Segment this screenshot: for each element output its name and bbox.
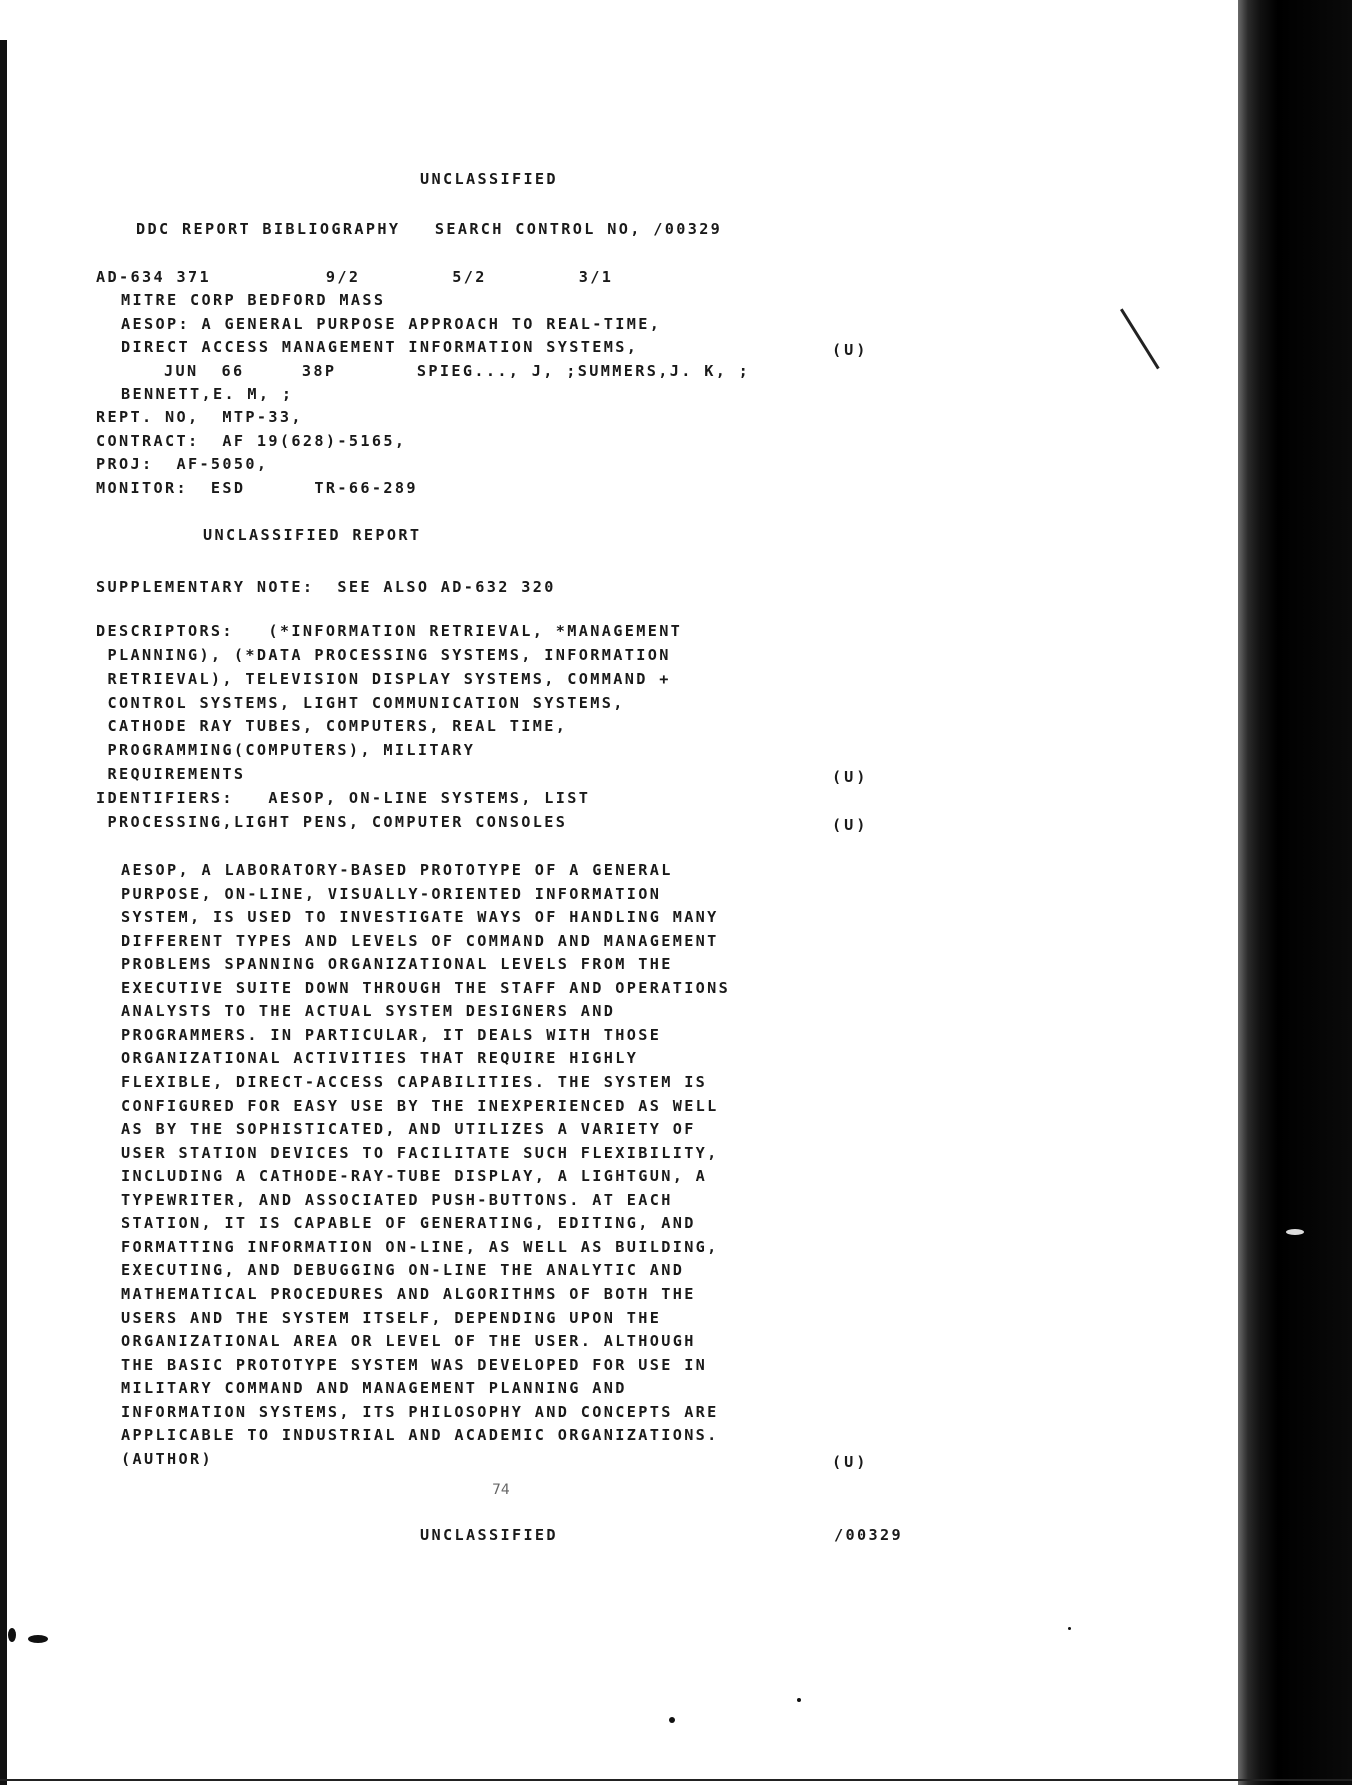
- identifiers-marking: (U): [832, 816, 869, 834]
- abstract-line: CONFIGURED FOR EASY USE BY THE INEXPERIENCED AS WELL: [121, 1097, 719, 1115]
- abstract-line: ANALYSTS TO THE ACTUAL SYSTEM DESIGNERS AND: [121, 1002, 616, 1020]
- descriptor-line: DESCRIPTORS: (*INFORMATION RETRIEVAL, *MANAGEMENT: [96, 622, 683, 640]
- abstract-line: STATION, IT IS CAPABLE OF GENERATING, EDITING, AND: [121, 1214, 696, 1232]
- monitor: MONITOR: ESD TR-66-289: [96, 479, 418, 497]
- report-classification: UNCLASSIFIED REPORT: [203, 526, 422, 544]
- abstract-line: AS BY THE SOPHISTICATED, AND UTILIZES A VARIETY OF: [121, 1120, 696, 1138]
- contract: CONTRACT: AF 19(628)-5165,: [96, 432, 407, 450]
- report-title-line-2: DIRECT ACCESS MANAGEMENT INFORMATION SYSTEMS,: [121, 338, 639, 356]
- classification-footer: UNCLASSIFIED: [420, 1526, 558, 1544]
- corporate-author: MITRE CORP BEDFORD MASS: [121, 291, 386, 309]
- identifier-line: PROCESSING,LIGHT PENS, COMPUTER CONSOLES: [96, 813, 568, 831]
- scan-edge-right: [1238, 0, 1352, 1785]
- descriptors-marking: (U): [832, 768, 869, 786]
- abstract-marking: (U): [832, 1453, 869, 1471]
- abstract-line: MILITARY COMMAND AND MANAGEMENT PLANNING AND: [121, 1379, 627, 1397]
- descriptor-line: PROGRAMMING(COMPUTERS), MILITARY: [96, 741, 476, 759]
- descriptor-line: REQUIREMENTS: [96, 765, 246, 783]
- scan-speck: [1068, 1627, 1071, 1630]
- abstract-line: (AUTHOR): [121, 1450, 213, 1468]
- abstract-line: MATHEMATICAL PROCEDURES AND ALGORITHMS OF BOTH THE: [121, 1285, 696, 1303]
- date-authors-line: JUN 66 38P SPIEG..., J, ;SUMMERS,J. K, ;: [164, 362, 751, 380]
- abstract-line: THE BASIC PROTOTYPE SYSTEM WAS DEVELOPED FOR USE IN: [121, 1356, 708, 1374]
- report-title-line-1: AESOP: A GENERAL PURPOSE APPROACH TO REAL-TIME,: [121, 315, 662, 333]
- descriptor-line: RETRIEVAL), TELEVISION DISPLAY SYSTEMS, COMMAND +: [96, 670, 671, 688]
- abstract-line: USER STATION DEVICES TO FACILITATE SUCH FLEXIBILITY,: [121, 1144, 719, 1162]
- scan-speck: [669, 1717, 675, 1723]
- abstract-line: ORGANIZATIONAL ACTIVITIES THAT REQUIRE HIGHLY: [121, 1049, 639, 1067]
- abstract-line: FLEXIBLE, DIRECT-ACCESS CAPABILITIES. THE SYSTEM IS: [121, 1073, 708, 1091]
- bibliography-title: DDC REPORT BIBLIOGRAPHY SEARCH CONTROL NO, /00329: [136, 220, 723, 238]
- descriptor-line: CONTROL SYSTEMS, LIGHT COMMUNICATION SYSTEMS,: [96, 694, 625, 712]
- search-control-footer: /00329: [834, 1526, 903, 1544]
- abstract-line: APPLICABLE TO INDUSTRIAL AND ACADEMIC ORGANIZATIONS.: [121, 1426, 719, 1444]
- abstract-line: INCLUDING A CATHODE-RAY-TUBE DISPLAY, A LIGHTGUN, A: [121, 1167, 708, 1185]
- page-number: 74: [492, 1482, 510, 1498]
- abstract-line: ORGANIZATIONAL AREA OR LEVEL OF THE USER. ALTHOUGH: [121, 1332, 696, 1350]
- identifier-line: IDENTIFIERS: AESOP, ON-LINE SYSTEMS, LIST: [96, 789, 591, 807]
- abstract-line: AESOP, A LABORATORY-BASED PROTOTYPE OF A GENERAL: [121, 861, 673, 879]
- abstract-line: INFORMATION SYSTEMS, ITS PHILOSOPHY AND CONCEPTS ARE: [121, 1403, 719, 1421]
- abstract-line: TYPEWRITER, AND ASSOCIATED PUSH-BUTTONS. AT EACH: [121, 1191, 673, 1209]
- project: PROJ: AF-5050,: [96, 455, 269, 473]
- authors-continued: BENNETT,E. M, ;: [121, 385, 294, 403]
- abstract-line: FORMATTING INFORMATION ON-LINE, AS WELL AS BUILDING,: [121, 1238, 719, 1256]
- ad-number-line: AD-634 371 9/2 5/2 3/1: [96, 268, 614, 286]
- scan-speck: [8, 1628, 16, 1642]
- scan-speck: [28, 1635, 48, 1643]
- scan-speck: [797, 1698, 801, 1702]
- scan-edge-bottom: [0, 1779, 1352, 1781]
- title-marking: (U): [832, 341, 869, 359]
- abstract-line: USERS AND THE SYSTEM ITSELF, DEPENDING UPON THE: [121, 1309, 662, 1327]
- abstract-line: EXECUTING, AND DEBUGGING ON-LINE THE ANALYTIC AND: [121, 1261, 685, 1279]
- descriptor-line: PLANNING), (*DATA PROCESSING SYSTEMS, INFORMATION: [96, 646, 671, 664]
- abstract-line: DIFFERENT TYPES AND LEVELS OF COMMAND AND MANAGEMENT: [121, 932, 719, 950]
- supplementary-note: SUPPLEMENTARY NOTE: SEE ALSO AD-632 320: [96, 578, 556, 596]
- scan-speck: [1286, 1229, 1304, 1235]
- scan-edge-left: [0, 40, 7, 1785]
- abstract-line: PROGRAMMERS. IN PARTICULAR, IT DEALS WITH THOSE: [121, 1026, 662, 1044]
- abstract-line: PROBLEMS SPANNING ORGANIZATIONAL LEVELS FROM THE: [121, 955, 673, 973]
- abstract-line: PURPOSE, ON-LINE, VISUALLY-ORIENTED INFORMATION: [121, 885, 662, 903]
- report-number: REPT. NO, MTP-33,: [96, 408, 303, 426]
- abstract-line: EXECUTIVE SUITE DOWN THROUGH THE STAFF AND OPERATIONS: [121, 979, 731, 997]
- abstract-line: SYSTEM, IS USED TO INVESTIGATE WAYS OF HANDLING MANY: [121, 908, 719, 926]
- scan-mark: [1120, 308, 1160, 369]
- descriptor-line: CATHODE RAY TUBES, COMPUTERS, REAL TIME,: [96, 717, 568, 735]
- classification-header: UNCLASSIFIED: [420, 170, 558, 188]
